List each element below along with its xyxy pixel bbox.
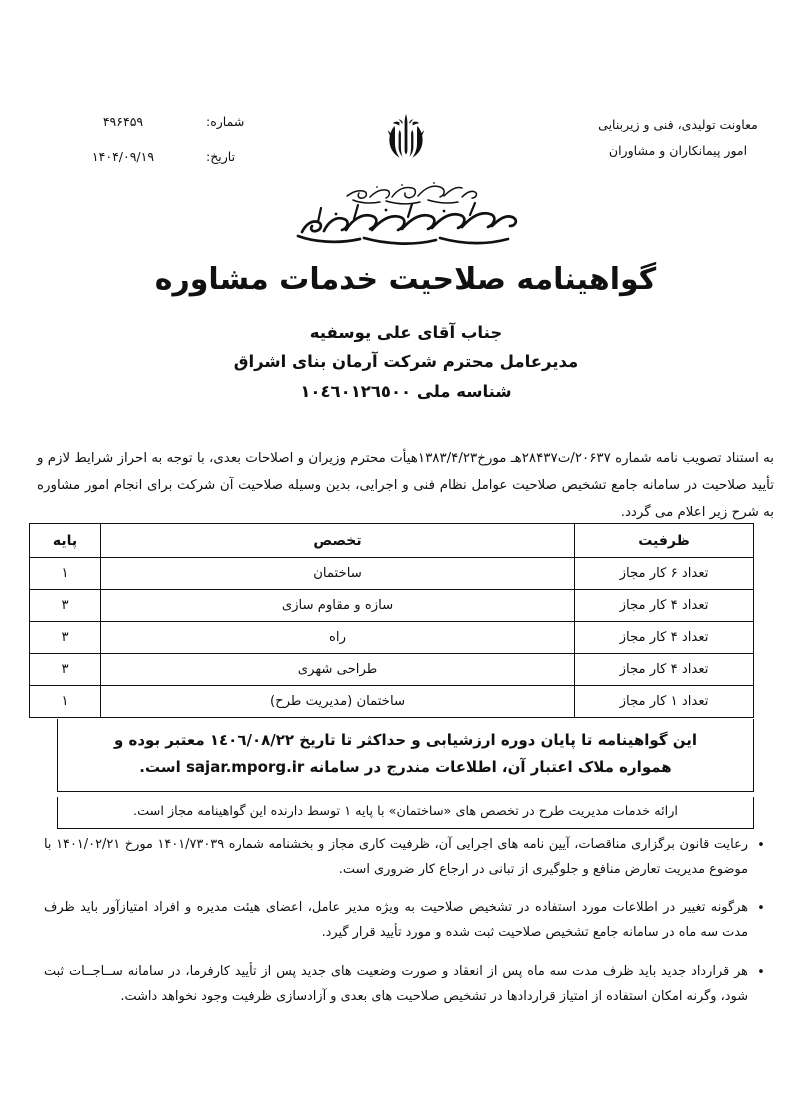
date-row bbox=[40, 149, 270, 164]
addressee-name: جناب آقای علی یوسفیه bbox=[309, 323, 503, 342]
cell-capacity: تعداد ۱ کار مجاز bbox=[575, 686, 754, 718]
sajar-portal-url[interactable]: sajar.mporg.ir bbox=[186, 758, 305, 777]
validity-text-before-url: همواره ملاک اعتبار آن، اطلاعات مندرج در سامانه bbox=[304, 758, 672, 777]
date-label: تاریخ: bbox=[206, 149, 236, 164]
table-header-row bbox=[30, 524, 754, 558]
list-item bbox=[34, 959, 774, 1009]
department-line-2: امور پیمانکاران و مشاوران bbox=[608, 142, 748, 158]
condition-text: هر قرارداد جدید باید ظرف مدت سه ماه پس از انعقاد و صورت وضعیت های جدید پس از تأیید کارفرما، در سامانه ســاجــات ثبت شود، وگرنه امکان استفاده از امتیاز قراردادها در تشخیص صلاحیت های بعدی و آزادسازی ظرفیت وجود نخواهد داشت. bbox=[44, 963, 748, 1004]
list-item bbox=[34, 832, 774, 882]
cell-specialty: راه bbox=[101, 622, 575, 654]
cell-grade: ۱ bbox=[30, 686, 101, 718]
cell-specialty: ساختمان bbox=[101, 558, 575, 590]
bullet-marker-icon: • bbox=[757, 964, 765, 980]
condition-text: رعایت قانون برگزاری مناقصات، آیین نامه های اجرایی آن، ظرفیت کاری مجاز و بخشنامه شماره ۱۴۰۱/۷۳۰۳۹ مورخ ۱۴۰۱/۰۲/۲۱ با موضوع مدیریت تعارض منافع و جلوگیری از تبانی در ارجاع کار ضروری است. bbox=[44, 837, 748, 878]
cell-specialty: ساختمان (مدیریت طرح) bbox=[101, 686, 575, 718]
column-header-capacity: ظرفیت bbox=[575, 524, 754, 558]
condition-text: هرگونه تغییر در اطلاعات مورد استفاده در تشخیص صلاحیت به ویژه مدیر عامل، اعضای هیئت مدیره و افراد امتیازآور باید ظرف مدت سه ماه در سامانه جامع تشخیص صلاحیت ثبت شده و مورد تأیید قرار گیرد. bbox=[44, 900, 748, 941]
cell-capacity: تعداد ۶ کار مجاز bbox=[575, 558, 754, 590]
table-row bbox=[30, 558, 754, 590]
cell-capacity: تعداد ۴ کار مجاز bbox=[575, 590, 754, 622]
validity-line-1 bbox=[68, 727, 743, 754]
document-title: گواهینامه صلاحیت خدمات مشاوره bbox=[154, 262, 657, 297]
column-header-grade: پایه bbox=[30, 524, 101, 558]
number-value: ۴۹۶۴۵۹ bbox=[102, 114, 144, 129]
number-row bbox=[40, 114, 270, 129]
list-item bbox=[34, 895, 774, 945]
validity-text-before-date: این گواهینامه تا پایان دوره ارزشیابی و حداکثر تا تاریخ bbox=[294, 731, 698, 749]
qualifications-table bbox=[29, 523, 754, 718]
bullet-marker-icon: • bbox=[757, 838, 765, 853]
validity-statement bbox=[57, 719, 754, 792]
iran-national-emblem-icon bbox=[379, 110, 433, 172]
bullet-marker-icon: • bbox=[757, 901, 765, 917]
validity-text-after-url: است. bbox=[139, 758, 186, 777]
cell-grade: ۳ bbox=[30, 622, 101, 654]
date-value: ۱۴۰۴/۰۹/۱۹ bbox=[91, 149, 155, 164]
validity-expiry-date: ١٤٠٦/٠٨/٢٢ bbox=[209, 731, 295, 749]
document-header bbox=[0, 112, 811, 252]
table-row bbox=[30, 622, 754, 654]
table-row bbox=[30, 654, 754, 686]
project-management-note: ارائه خدمات مدیریت طرح در تخصص های «ساختمان» با پایه ۱ توسط دارنده این گواهینامه مجاز است. bbox=[57, 797, 754, 829]
cell-capacity: تعداد ۴ کار مجاز bbox=[575, 622, 754, 654]
table-row bbox=[30, 686, 754, 718]
table-row bbox=[30, 590, 754, 622]
addressee-national-id: شناسه ملی ١٠٤٦٠١٢٦٥٠٠ bbox=[300, 381, 512, 401]
emblem-block bbox=[281, 110, 531, 254]
organization-calligraphy-logo bbox=[288, 174, 524, 250]
department-heading bbox=[563, 112, 793, 163]
column-header-specialty: تخصص bbox=[101, 524, 575, 558]
addressee-role-company: مدیرعامل محترم شرکت آرمان بنای اشراق bbox=[233, 352, 579, 372]
department-line-1: معاونت تولیدی، فنی و زیربنایی bbox=[598, 117, 758, 132]
validity-line-2 bbox=[68, 754, 743, 781]
body-paragraph: به استناد تصویب نامه شماره ۲۰۶۳۷/ت۲۸۴۳۷هـ مورخ۱۳۸۳/۴/۲۳هیأت محترم وزیران و اصلاحات بعدی، با توجه به احراز شرایط لازم و تأیید صلاحیت در سامانه جامع تشخیص صلاحیت عوامل نظام فنی و اجرایی، بدین وسیله صلاحیت آن شرکت برای انجام امور مشاوره به شرح زیر اعلام می گردد. bbox=[37, 451, 774, 520]
cell-grade: ۳ bbox=[30, 590, 101, 622]
validity-text-after-date: معتبر بوده و bbox=[113, 731, 210, 749]
cell-grade: ۱ bbox=[30, 558, 101, 590]
conditions-list bbox=[34, 832, 774, 1022]
cell-grade: ۳ bbox=[30, 654, 101, 686]
number-label: شماره: bbox=[206, 114, 245, 129]
cell-specialty: سازه و مقاوم سازی bbox=[101, 590, 575, 622]
cell-specialty: طراحی شهری bbox=[101, 654, 575, 686]
document-metadata bbox=[40, 114, 270, 184]
addressee-block bbox=[58, 318, 754, 406]
cell-capacity: تعداد ۴ کار مجاز bbox=[575, 654, 754, 686]
